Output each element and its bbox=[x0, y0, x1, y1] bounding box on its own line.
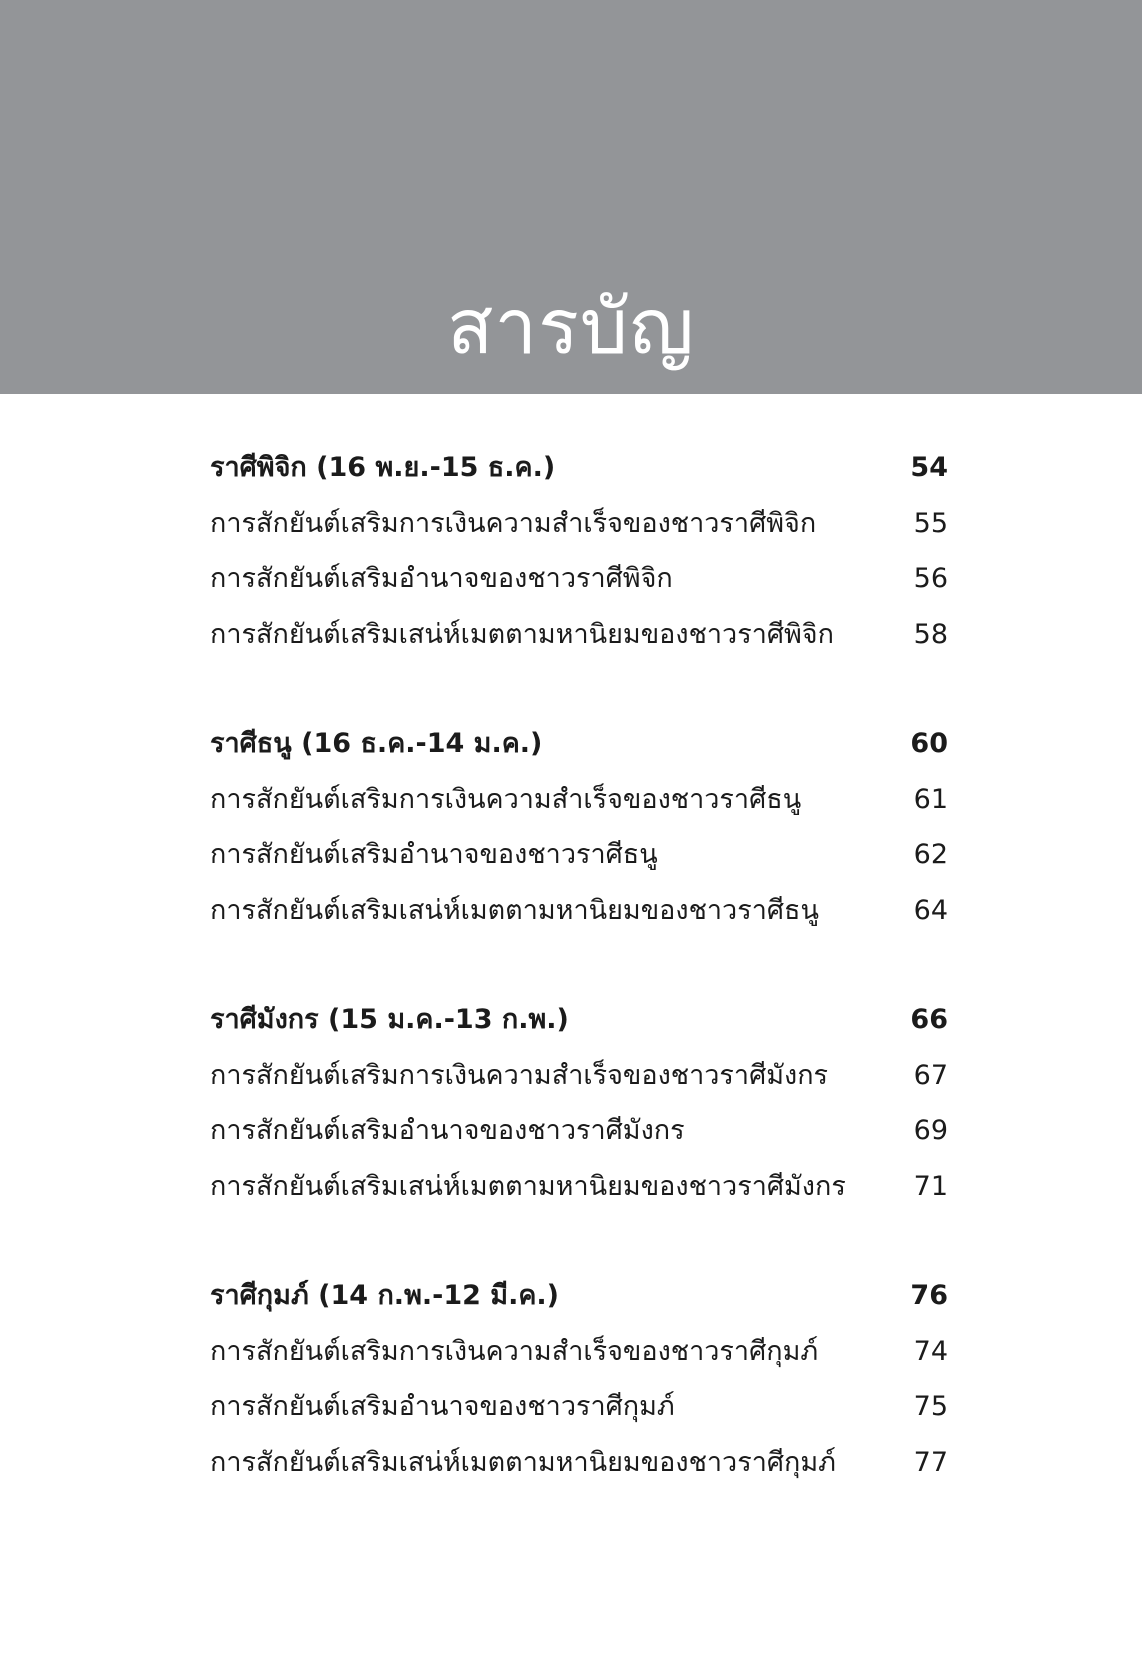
toc-heading-label: ราศีพิจิก (16 พ.ย.-15 ธ.ค.) bbox=[210, 452, 556, 483]
toc-entry[interactable] bbox=[210, 496, 948, 552]
toc-entry-label: การสักยันต์เสริมเสน่ห์เมตตามหานิยมของชาวราศีธนู bbox=[210, 894, 819, 926]
toc-entry-label: การสักยันต์เสริมอำนาจของชาวราศีมังกร bbox=[210, 1115, 685, 1146]
toc-entry-label: การสักยันต์เสริมเสน่ห์เมตตามหานิยมของชาวราศีกุมภ์ bbox=[210, 1446, 836, 1478]
toc-page-number: 62 bbox=[913, 839, 948, 870]
toc-entry-label: การสักยันต์เสริมเสน่ห์เมตตามหานิยมของชาวราศีพิจิก bbox=[210, 618, 834, 650]
toc-page-number: 67 bbox=[913, 1059, 948, 1091]
toc-heading-label: ราศีธนู (16 ธ.ค.-14 ม.ค.) bbox=[210, 728, 543, 759]
toc-page-number: 69 bbox=[913, 1115, 948, 1146]
toc-page-number: 58 bbox=[913, 618, 948, 650]
toc-entry[interactable] bbox=[210, 1048, 948, 1104]
toc-page-number: 55 bbox=[913, 507, 948, 539]
toc-entry[interactable] bbox=[210, 1324, 948, 1380]
toc-entry-label: การสักยันต์เสริมอำนาจของชาวราศีธนู bbox=[210, 839, 658, 870]
toc-heading-label: ราศีมังกร (15 ม.ค.-13 ก.พ.) bbox=[210, 1004, 569, 1035]
toc-heading[interactable] bbox=[210, 1268, 948, 1324]
toc-entry-label: การสักยันต์เสริมการเงินความสำเร็จของชาวราศีธนู bbox=[210, 783, 802, 815]
toc-page-number: 74 bbox=[913, 1335, 948, 1367]
toc-heading[interactable] bbox=[210, 992, 948, 1048]
toc-heading[interactable] bbox=[210, 716, 948, 772]
toc-page-number: 61 bbox=[913, 783, 948, 815]
toc-heading[interactable] bbox=[210, 440, 948, 496]
toc-entry[interactable] bbox=[210, 1435, 948, 1491]
toc-entry[interactable] bbox=[210, 1379, 948, 1435]
toc-entry-label: การสักยันต์เสริมเสน่ห์เมตตามหานิยมของชาวราศีมังกร bbox=[210, 1170, 846, 1202]
toc-section-aquarius bbox=[210, 1268, 948, 1490]
toc-entry[interactable] bbox=[210, 1159, 948, 1215]
toc-section-capricorn bbox=[210, 992, 948, 1214]
toc-section-sagittarius bbox=[210, 716, 948, 938]
toc-entry[interactable] bbox=[210, 772, 948, 828]
toc-entry-label: การสักยันต์เสริมการเงินความสำเร็จของชาวราศีกุมภ์ bbox=[210, 1335, 819, 1367]
toc-entry[interactable] bbox=[210, 1103, 948, 1159]
toc-entry[interactable] bbox=[210, 827, 948, 883]
toc-page-number: 64 bbox=[913, 894, 948, 926]
toc-entry[interactable] bbox=[210, 607, 948, 663]
toc-section-scorpio bbox=[210, 440, 948, 662]
toc-page-number: 56 bbox=[913, 563, 948, 594]
toc-page-number: 66 bbox=[910, 1004, 948, 1035]
toc-page-number: 60 bbox=[910, 728, 948, 759]
toc-entry[interactable] bbox=[210, 883, 948, 939]
toc-page-number: 75 bbox=[913, 1391, 948, 1422]
toc-entry-label: การสักยันต์เสริมการเงินความสำเร็จของชาวราศีพิจิก bbox=[210, 507, 817, 539]
toc-page-number: 77 bbox=[913, 1446, 948, 1478]
toc-page-number: 71 bbox=[913, 1170, 948, 1202]
toc-page-number: 76 bbox=[910, 1280, 948, 1311]
toc-entry-label: การสักยันต์เสริมการเงินความสำเร็จของชาวราศีมังกร bbox=[210, 1059, 829, 1091]
toc-entry-label: การสักยันต์เสริมอำนาจของชาวราศีกุมภ์ bbox=[210, 1391, 675, 1422]
toc-entry[interactable] bbox=[210, 551, 948, 607]
toc-page-number: 54 bbox=[910, 452, 948, 483]
table-of-contents bbox=[210, 440, 948, 1544]
page-title: สารบัญ bbox=[447, 282, 695, 371]
toc-entry-label: การสักยันต์เสริมอำนาจของชาวราศีพิจิก bbox=[210, 563, 673, 594]
toc-heading-label: ราศีกุมภ์ (14 ก.พ.-12 มี.ค.) bbox=[210, 1280, 560, 1311]
